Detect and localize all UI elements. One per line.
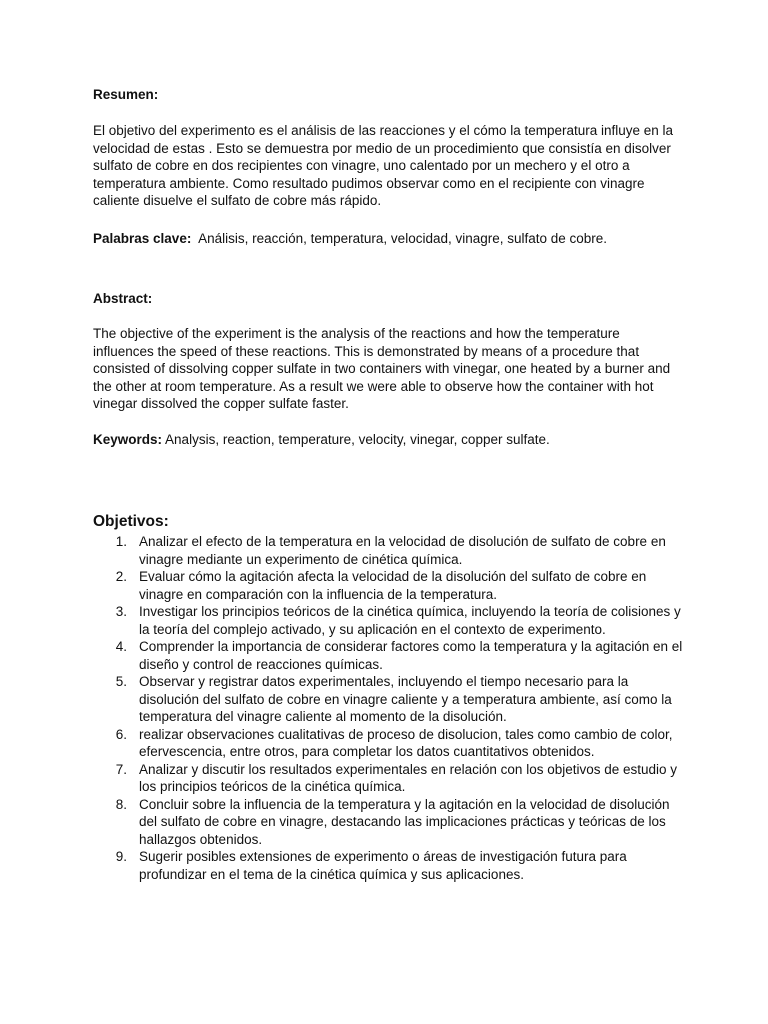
list-item bbox=[93, 796, 683, 849]
list-item-number: 8. bbox=[115, 796, 127, 812]
list-item-text: Concluir sobre la influencia de la temperatura y la agitación en la velocidad de disolución del sulfato de cobre en vinagre, destacando las implicaciones prácticas y teóricas de los hallazgos obtenidos. bbox=[139, 796, 670, 847]
list-item-text: Sugerir posibles extensiones de experimento o áreas de investigación futura para profundizar en el tema de la cinética química y sus aplicaciones. bbox=[139, 849, 627, 882]
list-item bbox=[93, 603, 683, 638]
keywords-values: Analysis, reaction, temperature, velocity, vinegar, copper sulfate. bbox=[165, 432, 550, 447]
resumen-heading: Resumen: bbox=[93, 87, 159, 102]
list-item bbox=[93, 726, 683, 761]
list-item-number: 4. bbox=[115, 639, 127, 654]
list-item-number: 2. bbox=[115, 569, 127, 584]
list-item bbox=[93, 673, 683, 726]
list-item-text: Analizar el efecto de la temperatura en la velocidad de disolución de sulfato de cobre en vinagre mediante un experimento de cinética química. bbox=[139, 534, 666, 567]
list-item-number: 7. bbox=[115, 761, 127, 777]
list-item-text: realizar observaciones cualitativas de proceso de disolucion, tales como cambio de color, efervescencia, entre otros, para completar los datos cuantitativos obtenidos. bbox=[139, 726, 673, 759]
resumen-paragraph: El objetivo del experimento es el análisis de las reacciones y el cómo la temperatura influye en la velocidad de estas . Esto se demuestra por medio de un procedimiento que consistía en disolver sulfato de cobre en dos recipientes con vinagre, uno calentado por un mechero y el otro a temperatura ambiente. Como resultado pudimos observar como en el recipiente con vinagre caliente disuelve el sulfato de cobre más rápido. bbox=[93, 123, 674, 208]
list-item-number: 1. bbox=[115, 534, 127, 549]
list-item bbox=[93, 848, 683, 883]
list-item-number: 5. bbox=[115, 674, 127, 689]
list-item bbox=[93, 533, 683, 568]
list-item bbox=[93, 568, 683, 603]
list-item bbox=[93, 761, 683, 796]
list-item-number: 6. bbox=[115, 726, 127, 742]
abstract-paragraph: The objective of the experiment is the analysis of the reactions and how the temperature influences the speed of these reactions. This is demonstrated by means of a procedure that consisted of dissolving copper sulfate in two containers with vinegar, one heated by a burner and the other at room temperature. As a result we were able to observe how the container with hot vinegar dissolved the copper sulfate faster. bbox=[93, 326, 671, 411]
list-item-number: 9. bbox=[115, 849, 127, 864]
keywords-line bbox=[93, 431, 683, 449]
list-item-text: Evaluar cómo la agitación afecta la velocidad de la disolución del sulfato de cobre en vinagre en comparación con la influencia de la temperatura. bbox=[139, 569, 647, 602]
list-item-text: Investigar los principios teóricos de la cinética química, incluyendo la teoría de colisiones y la teoría del complejo activado, y su aplicación en el contexto de experimento. bbox=[139, 604, 681, 637]
list-item-text: Comprender la importancia de considerar factores como la temperatura y la agitación en el diseño y control de reacciones químicas. bbox=[139, 639, 683, 672]
list-item bbox=[93, 638, 683, 673]
palabras-clave-label: Palabras clave: bbox=[93, 231, 192, 246]
objetivos-heading: Objetivos: bbox=[93, 513, 169, 530]
palabras-clave-line bbox=[93, 230, 683, 248]
abstract-heading: Abstract: bbox=[93, 291, 153, 306]
list-item-text: Analizar y discutir los resultados experimentales en relación con los objetivos de estudio y los principios teóricos de la cinética química. bbox=[139, 761, 678, 794]
list-item-number: 3. bbox=[115, 604, 127, 619]
palabras-clave-values: Análisis, reacción, temperatura, velocidad, vinagre, sulfato de cobre. bbox=[198, 231, 608, 246]
objetivos-list bbox=[93, 533, 683, 883]
keywords-label: Keywords: bbox=[93, 432, 163, 447]
list-item-text: Observar y registrar datos experimentales, incluyendo el tiempo necesario para la disolución del sulfato de cobre en vinagre caliente y a temperatura ambiente, así como la temperatura del vinagre caliente al momento de la disolución. bbox=[139, 674, 672, 724]
